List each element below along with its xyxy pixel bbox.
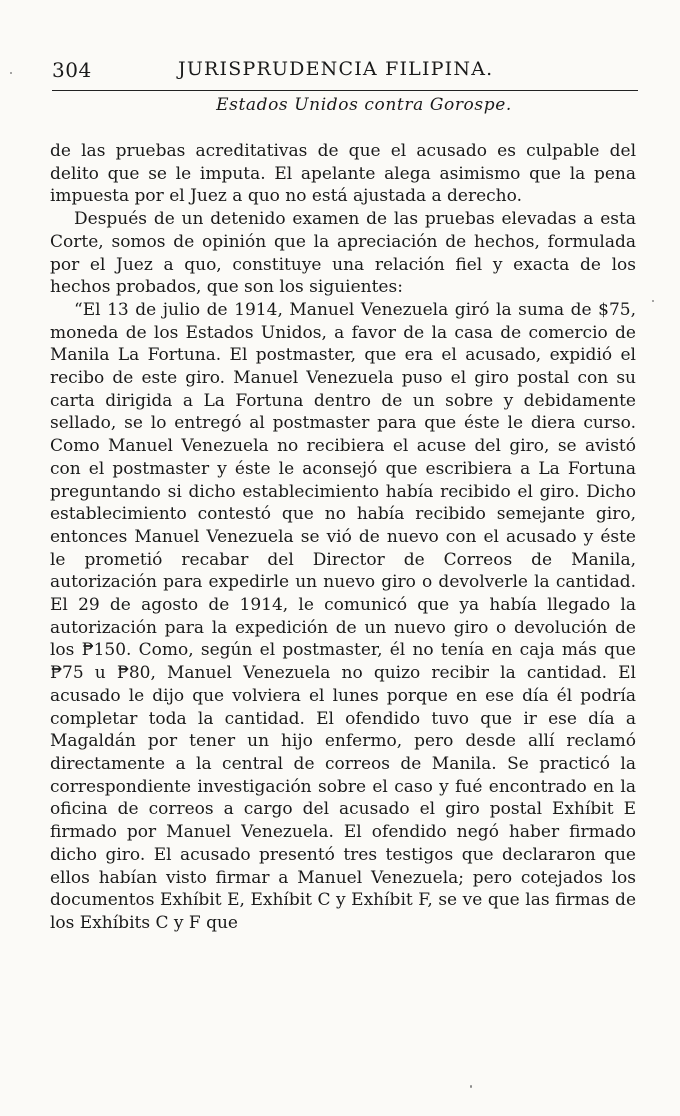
scan-speck (470, 1085, 472, 1088)
paragraph-3: “El 13 de julio de 1914, Manuel Venezuela giró la suma de $75, moneda de los Estados Unidos, a favor de la casa de comercio de Manila La Fortuna. El postmaster, que era el acusado, expidió el recibo de este giro. Manuel Venezuela puso el giro postal con su carta dirigida a La Fortuna dentro de un sobre y debidamente sellado, se lo entregó al postmaster para que éste le diera curso. Como Manuel Venezuela no recibiera el acuse del giro, se avistó con el postmaster y éste le aconsejó que escribiera a La Fortuna preguntando si dicho establecimiento había recibido el giro. Dicho establecimiento contestó que no había recibido semejante giro, entonces Manuel Venezuela se vió de nuevo con el acusado y éste le prometió recabar del Director de Correos de Manila, autorización para expedirle un nuevo giro o devolverle la cantidad. El 29 de agosto de 1914, le comunicó que ya había llegado la autorización para la expedición de un nuevo giro o devolución de los ₱150. Como, según el postmaster, él no tenía en caja más que ₱75 u ₱80, Manuel Venezuela no quizo recibir la cantidad. El acusado le dijo que volviera el lunes porque en ese día él podría completar toda la cantidad. El ofendido tuvo que ir ese día a Magaldán por tener un hijo enfermo, pero desde allí reclamó directamente a la central de correos de Manila. Se practicó la correspondiente investigación sobre el caso y fué encontrado en la oficina de correos a cargo del acusado el giro postal Exhíbit E firmado por Manuel Venezuela. El ofendido negó haber firmado dicho giro. El acusado presentó tres testigos que declararon que ellos habían visto firmar a Manuel Venezuela; pero cotejados los documentos Exhíbit E, Exhíbit C y Exhíbit F, se ve que las firmas de los Exhíbits C y F que (50, 299, 636, 933)
scan-speck (10, 72, 12, 74)
paragraph-1: de las pruebas acreditativas de que el acusado es culpable del delito que se le imputa. El apelante alega asimismo que la pena impuesta por el Juez a quo no está ajustada a derecho. (50, 141, 636, 207)
body-text (50, 140, 636, 935)
scan-speck (652, 300, 654, 302)
header-rule (52, 90, 638, 91)
page-number: 304 (52, 58, 92, 82)
case-title: Estados Unidos contra Gorospe. (216, 95, 512, 115)
running-title: JURISPRUDENCIA FILIPINA. (178, 58, 494, 80)
paragraph-2: Después de un detenido examen de las pruebas elevadas a esta Corte, somos de opinión que la apreciación de hechos, formulada por el Juez a quo, constituye una relación fiel y exacta de los hechos probados, que son los siguientes: (50, 209, 636, 298)
page-header (52, 58, 638, 88)
